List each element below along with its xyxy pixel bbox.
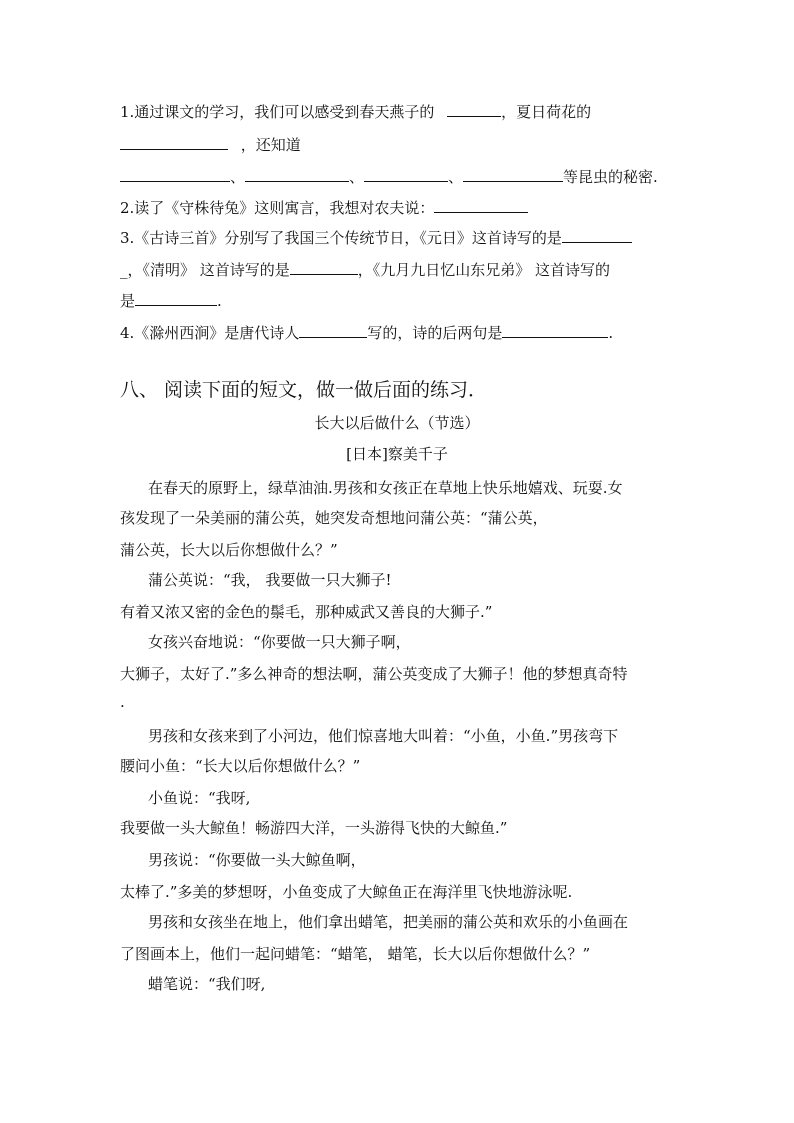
question-1-text-a: 1.通过课文的学习，我们可以感受到春天燕子的: [120, 103, 435, 121]
question-3-text-c: ，《九月九日忆山东兄弟》 这首诗写的: [357, 261, 611, 279]
article-line: 小鱼说：“我呀,: [148, 789, 251, 807]
section-heading: 八、 阅读下面的短文，做一做后面的练习．: [120, 379, 488, 401]
answer-blank[interactable]: [120, 134, 228, 150]
question-3-text-b: _，《清明》 这首诗写的是: [120, 261, 290, 279]
question-1-line-2: [120, 134, 680, 155]
question-4-line-1: [120, 322, 680, 343]
question-3-text-d: 是: [120, 292, 136, 310]
question-1-line-1: [120, 101, 680, 122]
question-3-line-3: [120, 290, 680, 311]
question-4-text-c: .: [608, 324, 614, 342]
question-1-text-d: 等昆虫的秘密.: [563, 168, 658, 186]
article-line: 男孩说：“你要做一头大鲸鱼啊，: [148, 851, 366, 869]
article-line: 孩发现了一朵美丽的蒲公英，她突发奇想地问蒲公英：“蒲公英，: [120, 509, 548, 527]
answer-blank[interactable]: [120, 166, 230, 182]
answer-blank[interactable]: [245, 166, 349, 182]
question-2-line-1: [120, 197, 680, 218]
answer-blank[interactable]: [364, 166, 448, 182]
answer-blank[interactable]: [299, 322, 367, 338]
separator: 、: [230, 168, 246, 186]
article-line: 了图画本上，他们一起问蜡笔：“蜡笔， 蜡笔，长大以后你想做什么？”: [120, 945, 591, 963]
question-3-text-e: .: [217, 292, 222, 310]
separator: 、: [349, 168, 365, 186]
answer-blank[interactable]: [502, 322, 608, 338]
answer-blank[interactable]: [290, 259, 358, 275]
article-line: 蒲公英，长大以后你想做什么？”: [120, 541, 338, 559]
answer-blank[interactable]: [447, 101, 501, 117]
article-author: [日本]察美千子: [346, 445, 448, 463]
article-line: 大狮子，太好了.”多么神奇的想法啊，蒲公英变成了大狮子！他的梦想真奇特: [120, 665, 628, 683]
article-line: 女孩兴奋地说：“你要做一只大狮子啊，: [148, 633, 411, 651]
question-4-text-a: 4.《滁州西涧》是唐代诗人: [120, 324, 300, 342]
article-line: 腰问小鱼：“长大以后你想做什么？”: [120, 757, 361, 775]
article-line: .: [120, 693, 125, 711]
question-1-line-3: [120, 166, 680, 187]
question-1-text-c: ，还知道: [240, 136, 301, 154]
answer-blank[interactable]: [562, 227, 632, 243]
article-line: 蒲公英说：“我， 我要做一只大狮子!: [148, 571, 392, 589]
article-line: 太棒了.”多美的梦想呀，小鱼变成了大鲸鱼正在海洋里飞快地游泳呢.: [120, 883, 573, 901]
answer-blank[interactable]: [135, 290, 217, 306]
question-4-text-b: 写的，诗的后两句是: [367, 324, 503, 342]
question-3-line-2: [120, 259, 680, 280]
article-line: 男孩和女孩坐在地上，他们拿出蜡笔，把美丽的蒲公英和欢乐的小鱼画在: [148, 913, 629, 931]
question-3-line-1: [120, 227, 680, 248]
article-line: 在春天的原野上，绿草油油.男孩和女孩正在草地上快乐地嬉戏、玩耍.女: [148, 479, 623, 497]
question-1-text-b: ，夏日荷花的: [501, 103, 592, 121]
article-line: 我要做一头大鲸鱼！畅游四大洋，一头游得飞快的大鲸鱼.”: [120, 819, 508, 837]
question-2-text: 2.读了《守株待兔》这则寓言，我想对农夫说：: [120, 199, 435, 217]
answer-blank[interactable]: [434, 197, 528, 213]
answer-blank[interactable]: [463, 166, 563, 182]
article-line: 蜡笔说：“我们呀,: [148, 975, 266, 993]
separator: 、: [448, 168, 464, 186]
article-line: 男孩和女孩来到了小河边，他们惊喜地大叫着：“小鱼，小鱼.”男孩弯下: [148, 727, 619, 745]
article-title: 长大以后做什么（节选）: [314, 414, 480, 432]
article-line: 有着又浓又密的金色的鬃毛，那种威武又善良的大狮子.”: [120, 603, 493, 621]
question-3-text-a: 3.《古诗三首》分别写了我国三个传统节日，《元日》这首诗写的是: [120, 229, 562, 247]
